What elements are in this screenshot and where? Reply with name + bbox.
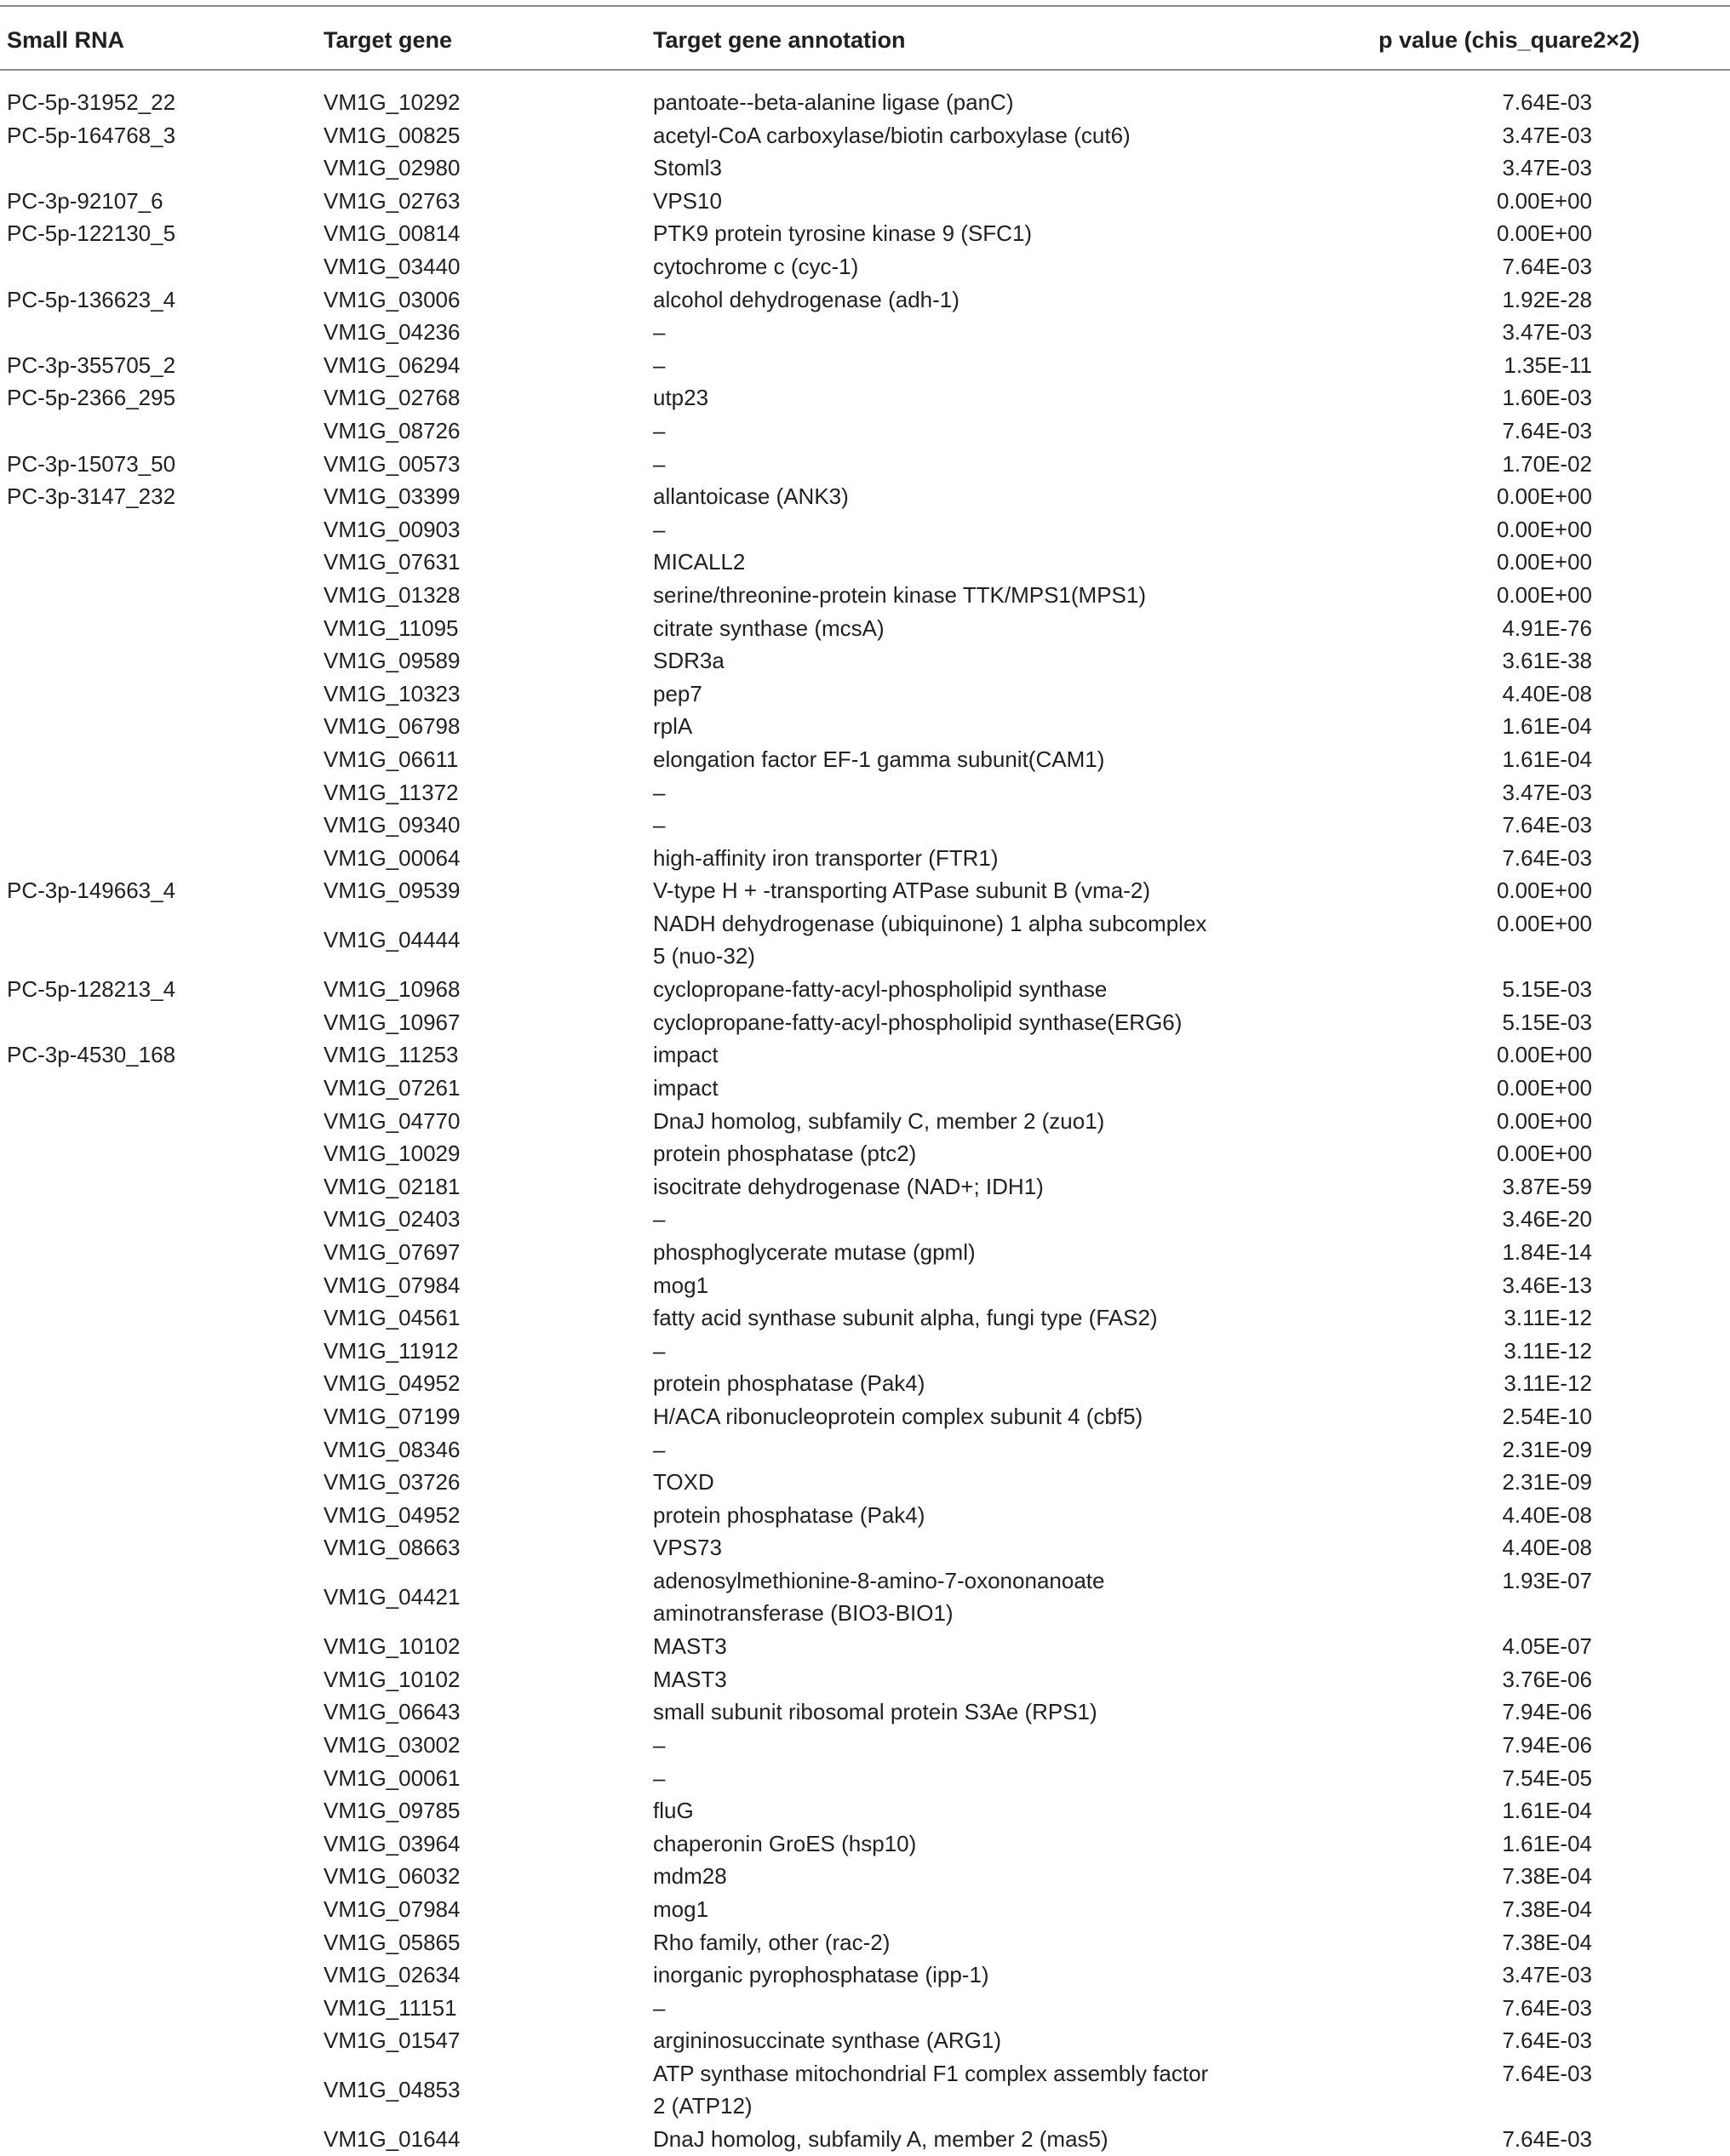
annotation-cell: serine/threonine-protein kinase TTK/MPS1(MPS1) bbox=[653, 582, 1146, 608]
target-gene-cell: VM1G_03006 bbox=[324, 286, 461, 312]
target-gene-cell: VM1G_00903 bbox=[324, 516, 461, 542]
table-row bbox=[0, 381, 1730, 415]
table-row bbox=[0, 1893, 1730, 1926]
table-row bbox=[0, 1827, 1730, 1861]
annotation-cell: high-affinity iron transporter (FTR1) bbox=[653, 844, 999, 871]
table-row bbox=[0, 1170, 1730, 1204]
annotation-cell: acetyl-CoA carboxylase/biotin carboxylase (cut6) bbox=[653, 122, 1131, 148]
target-gene-cell: VM1G_11095 bbox=[324, 615, 459, 641]
table-row bbox=[0, 1236, 1730, 1269]
target-gene-cell: VM1G_10968 bbox=[324, 976, 461, 1003]
p-value-cell: 1.60E-03 bbox=[1502, 385, 1592, 411]
p-value-cell: 7.64E-03 bbox=[1502, 2126, 1592, 2153]
annotation-cell: MAST3 bbox=[653, 1666, 727, 1692]
p-value-cell: 1.92E-28 bbox=[1502, 286, 1592, 312]
target-gene-cell: VM1G_04770 bbox=[324, 1107, 461, 1134]
target-gene-cell: VM1G_03964 bbox=[324, 1830, 461, 1856]
p-value-cell: 3.11E-12 bbox=[1504, 1370, 1592, 1397]
annotation-cell: elongation factor EF-1 gamma subunit(CAM1) bbox=[653, 746, 1105, 772]
table-row bbox=[0, 579, 1730, 612]
p-value-cell: 3.47E-03 bbox=[1502, 155, 1592, 181]
annotation-cell: inorganic pyrophosphatase (ipp-1) bbox=[653, 1962, 989, 1988]
p-value-cell: 0.00E+00 bbox=[1496, 549, 1592, 575]
annotation-cell: TOXD bbox=[653, 1469, 714, 1495]
p-value-cell: 3.47E-03 bbox=[1502, 779, 1592, 805]
target-gene-cell: VM1G_09539 bbox=[324, 878, 461, 904]
annotation-cell: – bbox=[653, 1206, 666, 1232]
target-gene-cell: VM1G_10292 bbox=[324, 89, 461, 115]
annotation-cell: mdm28 bbox=[653, 1863, 727, 1890]
table-row bbox=[0, 1860, 1730, 1893]
target-gene-cell: VM1G_07199 bbox=[324, 1404, 461, 1429]
table-row bbox=[0, 152, 1730, 185]
table-row bbox=[0, 1433, 1730, 1467]
rule-top bbox=[0, 5, 1730, 7]
small-rna-cell: PC-3p-15073_50 bbox=[7, 450, 176, 477]
annotation-cell: VPS10 bbox=[653, 187, 722, 214]
target-gene-cell: VM1G_00573 bbox=[324, 450, 461, 477]
target-gene-cell: VM1G_07261 bbox=[324, 1075, 461, 1101]
table-row bbox=[0, 1762, 1730, 1795]
p-value-cell: 4.40E-08 bbox=[1502, 1535, 1592, 1561]
annotation-cell: MAST3 bbox=[653, 1633, 727, 1660]
target-gene-cell: VM1G_06032 bbox=[324, 1863, 461, 1890]
target-gene-cell: VM1G_02634 bbox=[324, 1962, 461, 1988]
p-value-cell: 2.31E-09 bbox=[1502, 1436, 1592, 1462]
annotation-cell: citrate synthase (mcsA) bbox=[653, 615, 885, 641]
annotation-cell: pantoate--beta-alanine ligase (panC) bbox=[653, 89, 1014, 115]
target-gene-cell: VM1G_09785 bbox=[324, 1798, 461, 1824]
p-value-cell: 7.64E-03 bbox=[1502, 2027, 1592, 2054]
annotation-cell: – bbox=[653, 1732, 666, 1758]
annotation-cell: isocitrate dehydrogenase (NAD+; IDH1) bbox=[653, 1173, 1044, 1199]
p-value-cell: 0.00E+00 bbox=[1496, 582, 1592, 608]
small-rna-cell: PC-5p-136623_4 bbox=[7, 286, 176, 312]
annotation-cell: – bbox=[653, 450, 666, 477]
target-gene-cell: VM1G_00061 bbox=[324, 1764, 461, 1791]
table-row bbox=[0, 119, 1730, 152]
target-gene-cell: VM1G_04853 bbox=[324, 2077, 461, 2103]
annotation-cell: PTK9 protein tyrosine kinase 9 (SFC1) bbox=[653, 220, 1033, 247]
annotation-cell: ATP synthase mitochondrial F1 complex assembly factor bbox=[653, 2061, 1209, 2087]
annotation-cell: mog1 bbox=[653, 1896, 709, 1922]
table-row bbox=[0, 1959, 1730, 1992]
table-row bbox=[0, 710, 1730, 743]
p-value-cell: 3.47E-03 bbox=[1502, 122, 1592, 148]
annotation-cell: – bbox=[653, 319, 666, 346]
p-value-cell: 3.47E-03 bbox=[1502, 319, 1592, 346]
table-row bbox=[0, 480, 1730, 513]
annotation-cell: pep7 bbox=[653, 680, 702, 706]
target-gene-cell: VM1G_03726 bbox=[324, 1469, 461, 1495]
small-rna-cell: PC-3p-149663_4 bbox=[7, 878, 176, 904]
target-gene-cell: VM1G_11151 bbox=[324, 1994, 457, 2021]
table-row bbox=[0, 842, 1730, 875]
table-row bbox=[0, 1072, 1730, 1105]
target-gene-cell: VM1G_00814 bbox=[324, 220, 461, 247]
table-row bbox=[0, 1926, 1730, 1959]
table-row bbox=[0, 316, 1730, 349]
target-gene-cell: VM1G_02768 bbox=[324, 385, 461, 411]
table-row bbox=[0, 743, 1730, 776]
target-gene-cell: VM1G_06643 bbox=[324, 1699, 461, 1725]
p-value-cell: 5.15E-03 bbox=[1502, 976, 1592, 1003]
table-row bbox=[0, 217, 1730, 250]
annotation-cell: impact bbox=[653, 1042, 719, 1068]
annotation-cell-continued: 2 (ATP12) bbox=[653, 2093, 753, 2119]
target-gene-cell: VM1G_00064 bbox=[324, 844, 461, 871]
annotation-cell: argininosuccinate synthase (ARG1) bbox=[653, 2027, 1001, 2054]
annotation-cell: cyclopropane-fatty-acyl-phospholipid synthase bbox=[653, 976, 1108, 1003]
p-value-cell: 1.61E-04 bbox=[1502, 746, 1592, 772]
target-gene-cell: VM1G_11912 bbox=[324, 1337, 459, 1364]
target-gene-cell: VM1G_04236 bbox=[324, 319, 461, 346]
annotation-cell: DnaJ homolog, subfamily C, member 2 (zuo1) bbox=[653, 1107, 1105, 1134]
annotation-cell: H/ACA ribonucleoprotein complex subunit 4 (cbf5) bbox=[653, 1404, 1143, 1429]
table-row bbox=[0, 1269, 1730, 1302]
target-gene-cell: VM1G_02403 bbox=[324, 1206, 461, 1232]
table-row bbox=[0, 546, 1730, 579]
small-rna-cell: PC-5p-164768_3 bbox=[7, 122, 176, 148]
table-row bbox=[0, 513, 1730, 546]
target-gene-cell: VM1G_10102 bbox=[324, 1633, 461, 1660]
p-value-cell: 7.94E-06 bbox=[1502, 1732, 1592, 1758]
p-value-cell: 1.35E-11 bbox=[1504, 352, 1592, 378]
target-gene-cell: VM1G_09340 bbox=[324, 812, 461, 838]
annotation-cell-continued: aminotransferase (BIO3-BIO1) bbox=[653, 1600, 954, 1627]
p-value-cell: 1.61E-04 bbox=[1502, 1798, 1592, 1824]
p-value-cell: 4.40E-08 bbox=[1502, 680, 1592, 706]
table-row bbox=[0, 1663, 1730, 1696]
target-gene-cell: VM1G_02980 bbox=[324, 155, 461, 181]
p-value-cell: 4.05E-07 bbox=[1502, 1633, 1592, 1660]
p-value-cell: 1.70E-02 bbox=[1502, 450, 1592, 477]
p-value-cell: 7.64E-03 bbox=[1502, 418, 1592, 443]
p-value-cell: 0.00E+00 bbox=[1496, 1107, 1592, 1134]
header-annotation: Target gene annotation bbox=[653, 27, 906, 53]
p-value-cell: 3.47E-03 bbox=[1502, 1962, 1592, 1988]
annotation-cell: alcohol dehydrogenase (adh-1) bbox=[653, 286, 960, 312]
annotation-cell: – bbox=[653, 1436, 666, 1462]
table-row bbox=[0, 874, 1730, 907]
target-gene-cell: VM1G_07631 bbox=[324, 549, 461, 575]
target-gene-cell: VM1G_06294 bbox=[324, 352, 461, 378]
annotation-cell: allantoicase (ANK3) bbox=[653, 483, 849, 510]
p-value-cell: 1.93E-07 bbox=[1502, 1568, 1592, 1594]
p-value-cell: 3.87E-59 bbox=[1502, 1173, 1592, 1199]
p-value-cell: 7.54E-05 bbox=[1502, 1764, 1592, 1791]
table-row bbox=[0, 809, 1730, 842]
target-gene-cell: VM1G_01644 bbox=[324, 2126, 461, 2153]
annotation-cell: – bbox=[653, 1994, 666, 2021]
p-value-cell: 0.00E+00 bbox=[1496, 187, 1592, 214]
target-gene-cell: VM1G_07697 bbox=[324, 1239, 461, 1265]
annotation-cell: MICALL2 bbox=[653, 549, 746, 575]
target-gene-cell: VM1G_01547 bbox=[324, 2027, 461, 2054]
annotation-cell: adenosylmethionine-8-amino-7-oxononanoate bbox=[653, 1568, 1105, 1594]
annotation-cell: fatty acid synthase subunit alpha, fungi type (FAS2) bbox=[653, 1305, 1158, 1331]
table-row bbox=[0, 1696, 1730, 1729]
small-rna-cell: PC-5p-31952_22 bbox=[7, 89, 176, 115]
small-rna-cell: PC-5p-2366_295 bbox=[7, 385, 176, 411]
target-gene-cell: VM1G_08346 bbox=[324, 1436, 461, 1462]
p-value-cell: 7.64E-03 bbox=[1502, 844, 1592, 871]
table-row bbox=[0, 1729, 1730, 1762]
table-row bbox=[0, 283, 1730, 317]
table-row bbox=[0, 1630, 1730, 1663]
table-row bbox=[0, 1466, 1730, 1499]
small-rna-cell: PC-3p-92107_6 bbox=[7, 187, 163, 214]
table-row bbox=[0, 448, 1730, 481]
p-value-cell: 3.61E-38 bbox=[1502, 648, 1592, 674]
p-value-cell: 0.00E+00 bbox=[1496, 1141, 1592, 1167]
small-rna-cell: PC-3p-4530_168 bbox=[7, 1042, 176, 1068]
annotation-cell: fluG bbox=[653, 1798, 694, 1824]
p-value-cell: 2.54E-10 bbox=[1502, 1404, 1592, 1429]
annotation-cell: rplA bbox=[653, 713, 693, 740]
target-gene-cell: VM1G_04952 bbox=[324, 1501, 461, 1528]
table-row bbox=[0, 415, 1730, 448]
table-row bbox=[0, 612, 1730, 645]
table-row bbox=[0, 2061, 1730, 2119]
p-value-cell: 7.64E-03 bbox=[1502, 812, 1592, 838]
target-gene-cell: VM1G_03399 bbox=[324, 483, 461, 510]
p-value-cell: 4.91E-76 bbox=[1502, 615, 1592, 641]
annotation-cell: phosphoglycerate mutase (gpml) bbox=[653, 1239, 976, 1265]
p-value-cell: 7.94E-06 bbox=[1502, 1699, 1592, 1725]
p-value-cell: 1.61E-04 bbox=[1502, 713, 1592, 740]
annotation-cell: utp23 bbox=[653, 385, 709, 411]
annotation-cell: mog1 bbox=[653, 1272, 709, 1298]
annotation-cell: – bbox=[653, 1337, 666, 1364]
annotation-cell: NADH dehydrogenase (ubiquinone) 1 alpha subcomplex bbox=[653, 911, 1207, 937]
table-row bbox=[0, 349, 1730, 382]
small-rna-cell: PC-5p-128213_4 bbox=[7, 976, 176, 1003]
target-gene-cell: VM1G_10102 bbox=[324, 1666, 461, 1692]
p-value-cell: 0.00E+00 bbox=[1496, 911, 1592, 937]
p-value-cell: 7.64E-03 bbox=[1502, 254, 1592, 279]
p-value-cell: 3.11E-12 bbox=[1504, 1337, 1592, 1364]
table-row bbox=[0, 250, 1730, 283]
small-rna-cell: PC-5p-122130_5 bbox=[7, 220, 176, 247]
table-row bbox=[0, 776, 1730, 809]
table-row bbox=[0, 678, 1730, 711]
table-row bbox=[0, 1568, 1730, 1627]
p-value-cell: 1.61E-04 bbox=[1502, 1830, 1592, 1856]
target-gene-cell: VM1G_09589 bbox=[324, 648, 461, 674]
header-target-gene: Target gene bbox=[324, 27, 453, 53]
p-value-cell: 0.00E+00 bbox=[1496, 220, 1592, 247]
p-value-cell: 3.11E-12 bbox=[1504, 1305, 1592, 1331]
p-value-cell: 4.40E-08 bbox=[1502, 1501, 1592, 1528]
table-row bbox=[0, 1006, 1730, 1039]
p-value-cell: 0.00E+00 bbox=[1496, 483, 1592, 510]
target-gene-cell: VM1G_04421 bbox=[324, 1584, 461, 1610]
target-gene-cell: VM1G_00825 bbox=[324, 122, 461, 148]
target-gene-cell: VM1G_08726 bbox=[324, 418, 461, 443]
target-gene-cell: VM1G_10323 bbox=[324, 680, 461, 706]
annotation-cell-continued: 5 (nuo-32) bbox=[653, 943, 755, 969]
table-row bbox=[0, 1105, 1730, 1138]
table-row bbox=[0, 1335, 1730, 1368]
target-gene-cell: VM1G_02181 bbox=[324, 1173, 461, 1199]
header-p-value: p value (chis_quare2×2) bbox=[1378, 27, 1640, 53]
target-gene-cell: VM1G_07984 bbox=[324, 1272, 461, 1298]
p-value-cell: 1.84E-14 bbox=[1502, 1239, 1592, 1265]
annotation-cell: protein phosphatase (ptc2) bbox=[653, 1141, 917, 1167]
small-rna-cell: PC-3p-355705_2 bbox=[7, 352, 176, 378]
annotation-cell: chaperonin GroES (hsp10) bbox=[653, 1830, 917, 1856]
target-gene-cell: VM1G_04952 bbox=[324, 1370, 461, 1397]
annotation-cell: – bbox=[653, 418, 666, 443]
table-row bbox=[0, 2123, 1730, 2156]
p-value-cell: 7.64E-03 bbox=[1502, 2061, 1592, 2087]
annotation-cell: Stoml3 bbox=[653, 155, 722, 181]
annotation-cell: V-type H + -transporting ATPase subunit B (vma-2) bbox=[653, 878, 1151, 904]
small-rna-cell: PC-3p-3147_232 bbox=[7, 483, 176, 510]
p-value-cell: 7.38E-04 bbox=[1502, 1863, 1592, 1890]
p-value-cell: 0.00E+00 bbox=[1496, 878, 1592, 904]
annotation-cell: SDR3a bbox=[653, 648, 725, 674]
target-gene-cell: VM1G_11253 bbox=[324, 1042, 459, 1068]
header-small-rna: Small RNA bbox=[7, 27, 125, 53]
annotation-cell: Rho family, other (rac-2) bbox=[653, 1929, 891, 1955]
table-row bbox=[0, 1531, 1730, 1564]
p-value-cell: 0.00E+00 bbox=[1496, 1042, 1592, 1068]
p-value-cell: 2.31E-09 bbox=[1502, 1469, 1592, 1495]
annotation-cell: – bbox=[653, 516, 666, 542]
target-gene-cell: VM1G_11372 bbox=[324, 779, 459, 805]
target-gene-cell: VM1G_07984 bbox=[324, 1896, 461, 1922]
table-row bbox=[0, 86, 1730, 119]
target-gene-cell: VM1G_05865 bbox=[324, 1929, 461, 1955]
table-row bbox=[0, 1137, 1730, 1170]
target-gene-cell: VM1G_02763 bbox=[324, 187, 461, 214]
target-gene-cell: VM1G_04561 bbox=[324, 1305, 461, 1331]
rule-header bbox=[0, 69, 1730, 71]
annotation-cell: small subunit ribosomal protein S3Ae (RPS1) bbox=[653, 1699, 1097, 1725]
target-gene-cell: VM1G_03002 bbox=[324, 1732, 461, 1758]
target-gene-cell: VM1G_04444 bbox=[324, 927, 461, 953]
table-row bbox=[0, 911, 1730, 969]
p-value-cell: 5.15E-03 bbox=[1502, 1009, 1592, 1035]
target-gene-cell: VM1G_06611 bbox=[324, 746, 459, 772]
p-value-cell: 3.76E-06 bbox=[1502, 1666, 1592, 1692]
table-row bbox=[0, 1367, 1730, 1400]
p-value-cell: 7.38E-04 bbox=[1502, 1896, 1592, 1922]
annotation-cell: VPS73 bbox=[653, 1535, 722, 1561]
annotation-cell: – bbox=[653, 779, 666, 805]
p-value-cell: 7.38E-04 bbox=[1502, 1929, 1592, 1955]
table-row bbox=[0, 1992, 1730, 2025]
p-value-cell: 3.46E-20 bbox=[1502, 1206, 1592, 1232]
target-gene-cell: VM1G_08663 bbox=[324, 1535, 461, 1561]
table-row bbox=[0, 185, 1730, 218]
p-value-cell: 0.00E+00 bbox=[1496, 516, 1592, 542]
annotation-cell: cyclopropane-fatty-acyl-phospholipid synthase(ERG6) bbox=[653, 1009, 1183, 1035]
table-row bbox=[0, 973, 1730, 1006]
p-value-cell: 7.64E-03 bbox=[1502, 89, 1592, 115]
table-row bbox=[0, 1794, 1730, 1827]
annotation-cell: – bbox=[653, 812, 666, 838]
annotation-cell: DnaJ homolog, subfamily A, member 2 (mas5) bbox=[653, 2126, 1108, 2153]
target-gene-cell: VM1G_01328 bbox=[324, 582, 461, 608]
target-gene-cell: VM1G_10029 bbox=[324, 1141, 461, 1167]
table-row bbox=[0, 644, 1730, 678]
table-row bbox=[0, 1203, 1730, 1236]
annotation-cell: – bbox=[653, 352, 666, 378]
table-row bbox=[0, 1301, 1730, 1335]
table-row bbox=[0, 1499, 1730, 1532]
target-gene-cell: VM1G_03440 bbox=[324, 254, 461, 279]
p-value-cell: 3.46E-13 bbox=[1502, 1272, 1592, 1298]
table-row bbox=[0, 1400, 1730, 1433]
annotation-cell: impact bbox=[653, 1075, 719, 1101]
p-value-cell: 7.64E-03 bbox=[1502, 1994, 1592, 2021]
annotation-cell: protein phosphatase (Pak4) bbox=[653, 1501, 925, 1528]
table-row bbox=[0, 1038, 1730, 1072]
annotation-cell: protein phosphatase (Pak4) bbox=[653, 1370, 925, 1397]
target-gene-cell: VM1G_10967 bbox=[324, 1009, 461, 1035]
table-row bbox=[0, 2024, 1730, 2057]
p-value-cell: 0.00E+00 bbox=[1496, 1075, 1592, 1101]
annotation-cell: cytochrome c (cyc-1) bbox=[653, 254, 859, 279]
target-gene-cell: VM1G_06798 bbox=[324, 713, 461, 740]
annotation-cell: – bbox=[653, 1764, 666, 1791]
